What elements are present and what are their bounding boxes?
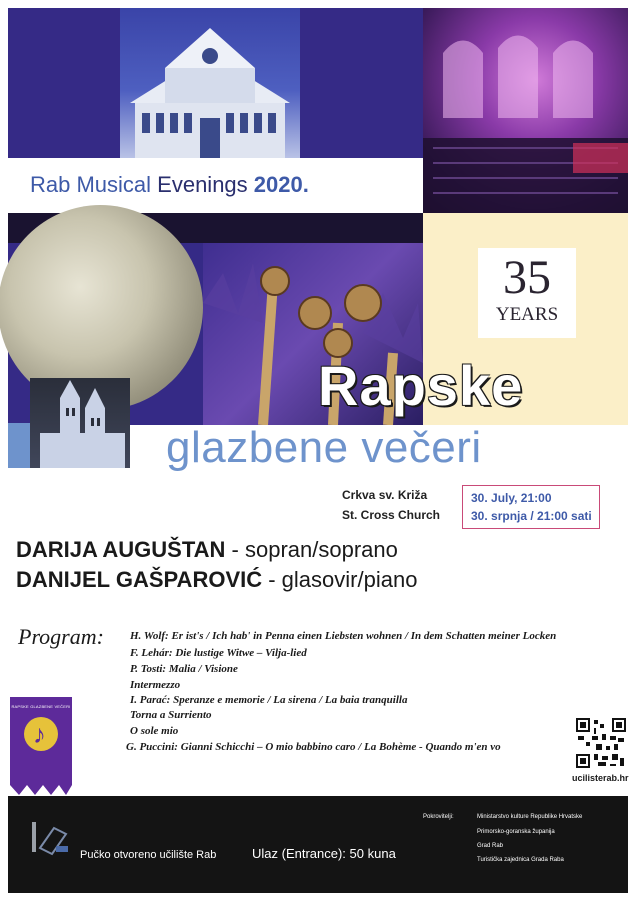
program-item: I. Parać: Speranze e memorie / La sirena / La baia tranquilla xyxy=(130,694,408,706)
date-line1: 30. July, 21:00 xyxy=(471,491,552,505)
festival-name-line2: glazbene večeri xyxy=(166,423,482,472)
program-item: Torna a Surriento xyxy=(130,709,212,721)
program-item: Intermezzo xyxy=(130,679,181,691)
performer-row xyxy=(16,567,417,593)
sponsor-item: Primorsko-goranska županija xyxy=(477,829,555,835)
basilica-photo xyxy=(120,8,300,158)
sponsor-item: Ministarstvo kulture Republike Hrvatske xyxy=(477,814,583,820)
venue xyxy=(342,485,440,525)
performer-name: DANIJEL GAŠPAROVIĆ xyxy=(16,567,263,592)
title-year: 2020. xyxy=(253,172,309,197)
anniversary-number: 35 xyxy=(503,251,551,304)
footer xyxy=(8,796,628,893)
sponsor-item: Turistička zajednica Grada Raba xyxy=(477,857,564,863)
festival-banner-logo xyxy=(10,697,72,785)
banner-pennant-edge xyxy=(10,785,72,795)
venue-line2: St. Cross Church xyxy=(342,508,441,522)
date-box xyxy=(462,485,600,529)
program-item: G. Puccini: Gianni Schicchi – O mio babbino caro / La Bohème - Quando m'en vo xyxy=(126,741,501,753)
performer-role: - glasovir/piano xyxy=(262,567,418,592)
program-item: H. Wolf: Er ist's / Ich hab' in Penna einen Liebsten wohnen / In dem Schatten meiner Locken xyxy=(130,630,557,642)
program-item: P. Tosti: Malia / Visione xyxy=(130,663,238,675)
performer-row xyxy=(16,537,398,563)
title-part1: Rab Musical xyxy=(30,172,158,197)
festival-name-line1: Rapske xyxy=(318,354,524,417)
program-label: Program: xyxy=(18,624,104,649)
venue-line1: Crkva sv. Križa xyxy=(342,488,428,502)
program-item: O sole mio xyxy=(130,725,179,737)
performer-name: DARIJA AUGUŠTAN xyxy=(16,537,226,562)
concert-venue-photo xyxy=(423,8,628,213)
event-title xyxy=(30,172,309,198)
sponsor-item: Grad Rab xyxy=(477,843,504,849)
date-line2: 30. srpnja / 21:00 sati xyxy=(471,509,592,523)
program-item: F. Lehár: Die lustige Witwe – Vilja-lied xyxy=(130,647,307,659)
anniversary-label: YEARS xyxy=(495,304,559,325)
website-link[interactable]: ucilisterab.hr xyxy=(572,773,629,783)
sponsors-label: Pokrovitelji: xyxy=(423,814,454,820)
music-note-icon: ♪ xyxy=(24,717,58,751)
church-tower-photo xyxy=(30,378,130,468)
qr-code-icon[interactable] xyxy=(576,718,626,768)
title-part2: Evenings xyxy=(157,172,248,197)
organizer-name: Pučko otvoreno učilište Rab xyxy=(80,849,217,861)
performer-role: - sopran/soprano xyxy=(225,537,398,562)
anniversary-badge xyxy=(478,248,576,338)
entrance-fee: Ulaz (Entrance): 50 kuna xyxy=(252,846,396,861)
banner-text: RAPSKE GLAZBENE VEČERI xyxy=(11,704,71,709)
institution-logo-icon xyxy=(30,818,72,858)
